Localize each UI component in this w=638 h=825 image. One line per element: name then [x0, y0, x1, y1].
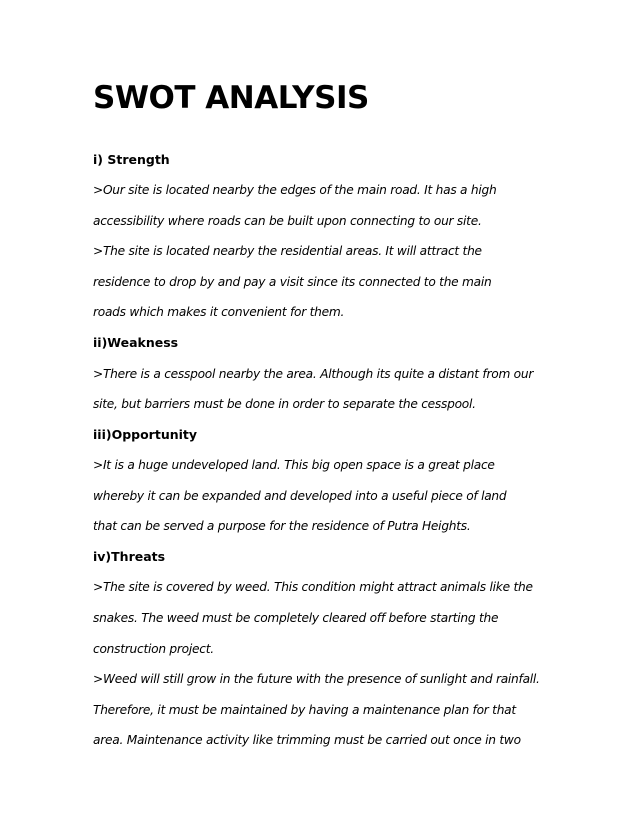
- threats-line: Therefore, it must be maintained by having a maintenance plan for that: [93, 703, 516, 717]
- opportunity-line: that can be served a purpose for the residence of Putra Heights.: [93, 519, 471, 533]
- opportunity-line: whereby it can be expanded and developed into a useful piece of land: [93, 489, 507, 503]
- strength-line: accessibility where roads can be built upon connecting to our site.: [93, 214, 482, 228]
- threats-line: construction project.: [93, 642, 214, 656]
- strength-line: >The site is located nearby the residential areas. It will attract the: [93, 244, 482, 258]
- weakness-line: site, but barriers must be done in order to separate the cesspool.: [93, 397, 476, 411]
- threats-heading: iv)Threats: [93, 549, 166, 564]
- threats-line: >Weed will still grow in the future with the presence of sunlight and rainfall.: [93, 672, 540, 686]
- strength-line: roads which makes it convenient for them.: [93, 305, 345, 319]
- strength-line: residence to drop by and pay a visit since its connected to the main: [93, 275, 492, 289]
- threats-line: snakes. The weed must be completely cleared off before starting the: [93, 611, 499, 625]
- opportunity-line: >It is a huge undeveloped land. This big open space is a great place: [93, 458, 495, 472]
- weakness-line: >There is a cesspool nearby the area. Although its quite a distant from our: [93, 367, 534, 381]
- threats-line: >The site is covered by weed. This condition might attract animals like the: [93, 580, 533, 594]
- threats-line: area. Maintenance activity like trimming must be carried out once in two: [93, 733, 521, 747]
- strength-line: >Our site is located nearby the edges of the main road. It has a high: [93, 183, 497, 197]
- weakness-heading: ii)Weakness: [93, 335, 179, 350]
- strength-heading: i) Strength: [93, 152, 170, 167]
- opportunity-heading: iii)Opportunity: [93, 427, 198, 442]
- page-title: SWOT ANALYSIS: [93, 80, 369, 116]
